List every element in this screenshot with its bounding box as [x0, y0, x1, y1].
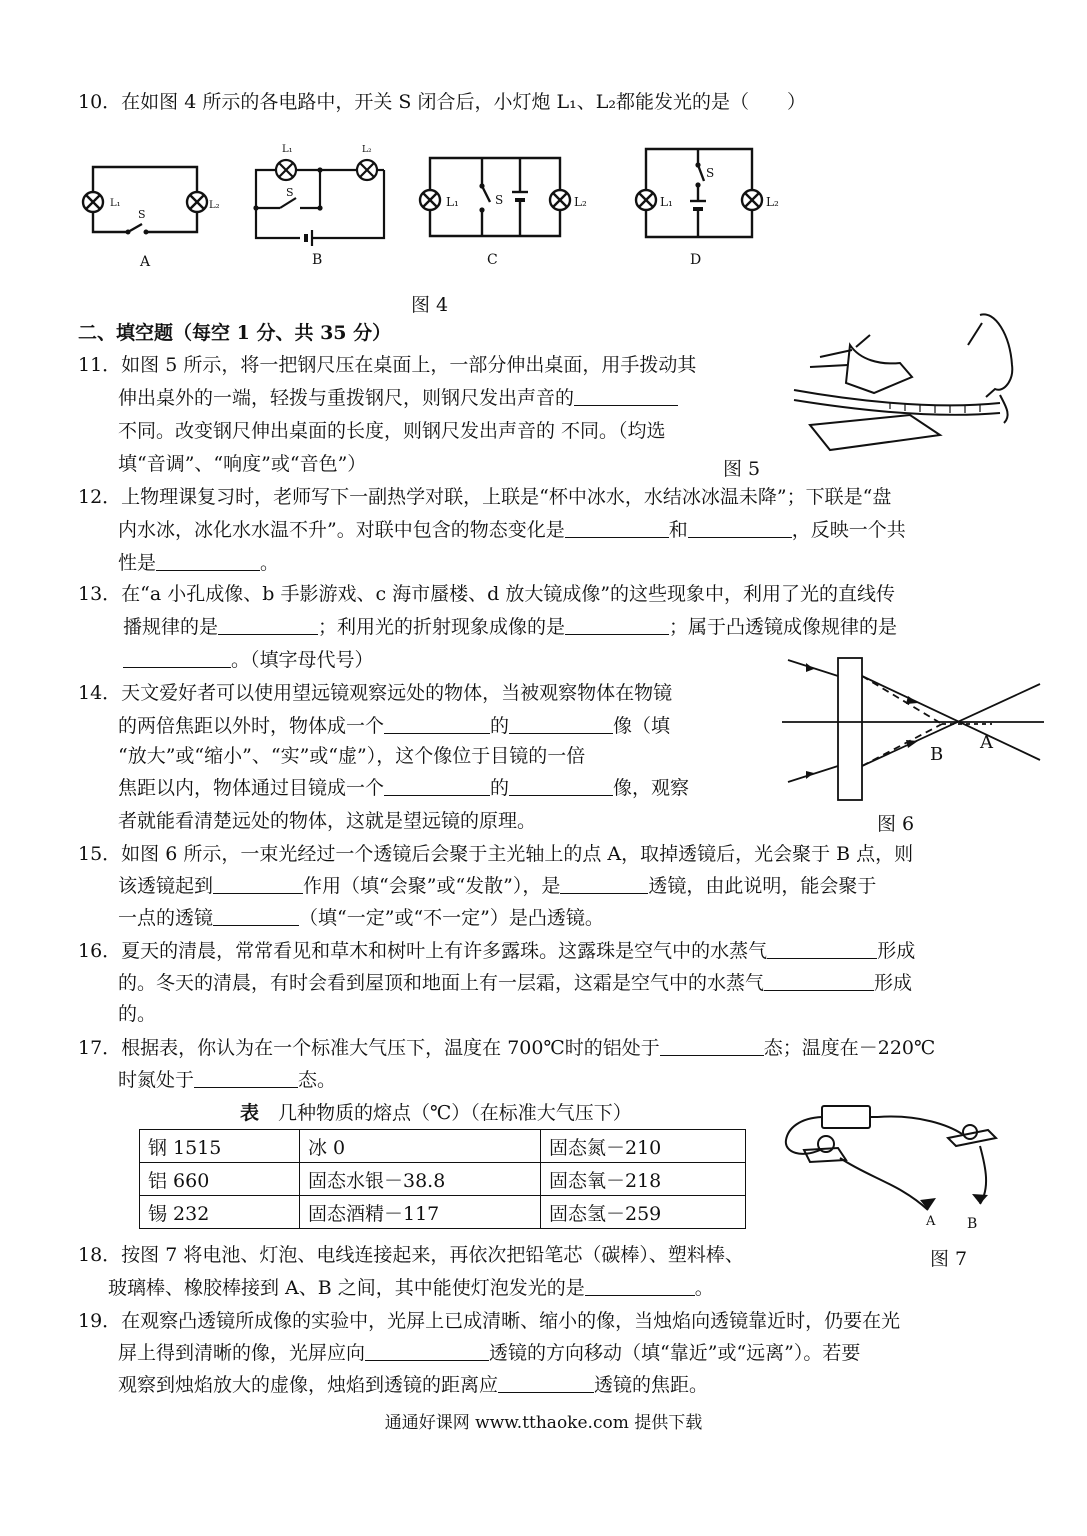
table-cell: 固态氢－259	[541, 1196, 746, 1229]
q11-line-2: 伸出桌外的一端，轻拨与重拨钢尺，则钢尺发出声音的	[118, 382, 678, 415]
q12-line-3: 性是 。	[118, 552, 280, 574]
figure-7-terminal-a: A	[926, 1214, 936, 1229]
q12-line-1: 12．上物理课复习时，老师写下一副热学对联，上联是“杯中冰水，水结冰冰温未降”；下联是“盘	[78, 486, 892, 508]
q16-line-3: 的。	[118, 1003, 157, 1025]
page-footer: 通通好课网 www.tthaoke.com 提供下载	[384, 1413, 703, 1433]
melting-table-title: 表 几种物质的熔点（℃）（在标准大气压下）	[240, 1102, 632, 1124]
figure-4-caption: 图 4	[411, 294, 449, 316]
q14-line-1: 14．天文爱好者可以使用望远镜观察远处的物体，当被观察物体在物镜	[78, 682, 673, 704]
q18-line-2: 玻璃棒、橡胶棒接到 A、B 之间，其中能使灯泡发光的是 。	[108, 1277, 714, 1299]
svg-text:L₂: L₂	[766, 195, 779, 209]
svg-text:S: S	[495, 193, 504, 207]
q19-line-1: 19．在观察凸透镜所成像的实验中，光屏上已成清晰、缩小的像，当烛焰向透镜靠近时，仍要在光	[78, 1310, 901, 1332]
figure-7-caption: 图 7	[930, 1248, 968, 1270]
q14-line-5: 者就能看清楚远处的物体，这就是望远镜的原理。	[118, 810, 537, 832]
table-row	[140, 1163, 746, 1196]
circuit-a-diagram	[80, 160, 225, 270]
table-cell: 固态氧－218	[541, 1163, 746, 1196]
figure-7-circuit-sketch	[780, 1098, 1020, 1223]
table-cell: 锡 232	[140, 1196, 300, 1229]
table-cell: 铝 660	[140, 1163, 300, 1196]
circuit-d-diagram	[628, 145, 798, 250]
figure-6-caption: 图 6	[877, 813, 915, 835]
q18-line-1: 18．按图 7 将电池、灯泡、电线连接起来，再依次把铅笔芯（碳棒）、塑料棒、	[78, 1244, 744, 1266]
circuit-c-diagram	[412, 150, 587, 250]
table-cell: 钢 1515	[140, 1130, 300, 1163]
figure-6-point-a: A	[980, 732, 993, 753]
figure-5-ruler-sketch	[790, 305, 1030, 455]
q16-line-1: 16．夏天的清晨，常常看见和草木和树叶上有许多露珠。这露珠是空气中的水蒸气 形成	[78, 940, 916, 962]
q14-line-2: 的两倍焦距以外时，物体成一个 的 像（填	[118, 715, 671, 737]
svg-text:L₂: L₂	[574, 195, 587, 209]
figure-5-caption: 图 5	[723, 458, 761, 480]
q15-line-2: 该透镜起到 作用（填“会聚”或“发散”），是 透镜，由此说明，能会聚于	[118, 875, 877, 897]
svg-text:L₂: L₂	[362, 145, 372, 155]
svg-text:S: S	[706, 166, 715, 180]
q14-line-4: 焦距以内，物体通过目镜成一个 的 像，观察	[118, 777, 690, 799]
svg-text:S: S	[138, 208, 146, 221]
q11-line-4: 填“音调”、“响度”或“音色”）	[118, 453, 367, 475]
svg-text:L₁: L₁	[446, 195, 459, 209]
q19-line-2: 屏上得到清晰的像，光屏应向 透镜的方向移动（填“靠近”或“远离”）。若要	[118, 1342, 861, 1364]
table-cell: 冰 0	[300, 1130, 541, 1163]
table-cell: 固态水银－38.8	[300, 1163, 541, 1196]
q11-line-1: 11．如图 5 所示，将一把钢尺压在桌面上，一部分伸出桌面，用手拨动其	[78, 354, 697, 376]
table-row	[140, 1196, 746, 1229]
circuit-b-diagram	[250, 140, 390, 260]
figure-7-terminal-b: B	[967, 1216, 978, 1232]
melting-point-table	[139, 1129, 746, 1229]
svg-text:L₁: L₁	[660, 195, 673, 209]
table-cell: 固态酒精－117	[300, 1196, 541, 1229]
q19-line-3: 观察到烛焰放大的虚像，烛焰到透镜的距离应 透镜的焦距。	[118, 1374, 709, 1396]
svg-text:L₁: L₁	[282, 144, 293, 155]
svg-text:S: S	[286, 186, 294, 199]
option-a-label: A	[140, 254, 151, 270]
figure-6-lens-diagram	[782, 650, 1044, 806]
table-cell: 固态氮－210	[541, 1130, 746, 1163]
option-c-label: C	[487, 252, 498, 268]
q11-line-3: 不同。改变钢尺伸出桌面的长度，则钢尺发出声音的 不同。（均选	[118, 420, 666, 442]
option-d-label: D	[690, 252, 702, 268]
q17-line-2: 时氮处于 态。	[118, 1069, 337, 1091]
q13-line-1: 13．在“a 小孔成像、b 手影游戏、c 海市蜃楼、d 放大镜成像”的这些现象中，利用了光的直线传	[78, 583, 896, 605]
q13-line-2: 播规律的是 ；利用光的折射现象成像的是 ；属于凸透镜成像规律的是	[123, 616, 898, 638]
q15-line-3: 一点的透镜 （填“一定”或“不一定”）是凸透镜。	[118, 907, 604, 929]
option-b-label: B	[312, 252, 323, 268]
q14-line-3: “放大”或“缩小”、“实”或“虚”），这个像位于目镜的一倍	[118, 745, 586, 767]
q15-line-1: 15．如图 6 所示，一束光经过一个透镜后会聚于主光轴上的点 A，取掉透镜后，光会聚于 B 点，则	[78, 843, 914, 865]
section-title: 二、填空题（每空 1 分、共 35 分）	[78, 322, 392, 344]
q12-line-2: 内水冰，冰化水水温不升”。对联中包含的物态变化是 和 ，反映一个共	[118, 519, 906, 541]
q17-line-1: 17．根据表，你认为在一个标准大气压下，温度在 700℃时的铝处于 态；温度在－220℃	[78, 1037, 936, 1059]
table-row	[140, 1130, 746, 1163]
svg-text:L₂: L₂	[209, 200, 220, 211]
svg-text:L₁: L₁	[110, 198, 121, 209]
q13-line-3: 。（填字母代号）	[123, 644, 374, 677]
q10-text: 10．在如图 4 所示的各电路中，开关 S 闭合后，小灯炮 L₁、L₂都能发光的是（ ）	[78, 91, 806, 113]
q16-line-2: 的。冬天的清晨，有时会看到屋顶和地面上有一层霜，这霜是空气中的水蒸气 形成	[118, 972, 913, 994]
figure-6-point-b: B	[930, 744, 944, 765]
